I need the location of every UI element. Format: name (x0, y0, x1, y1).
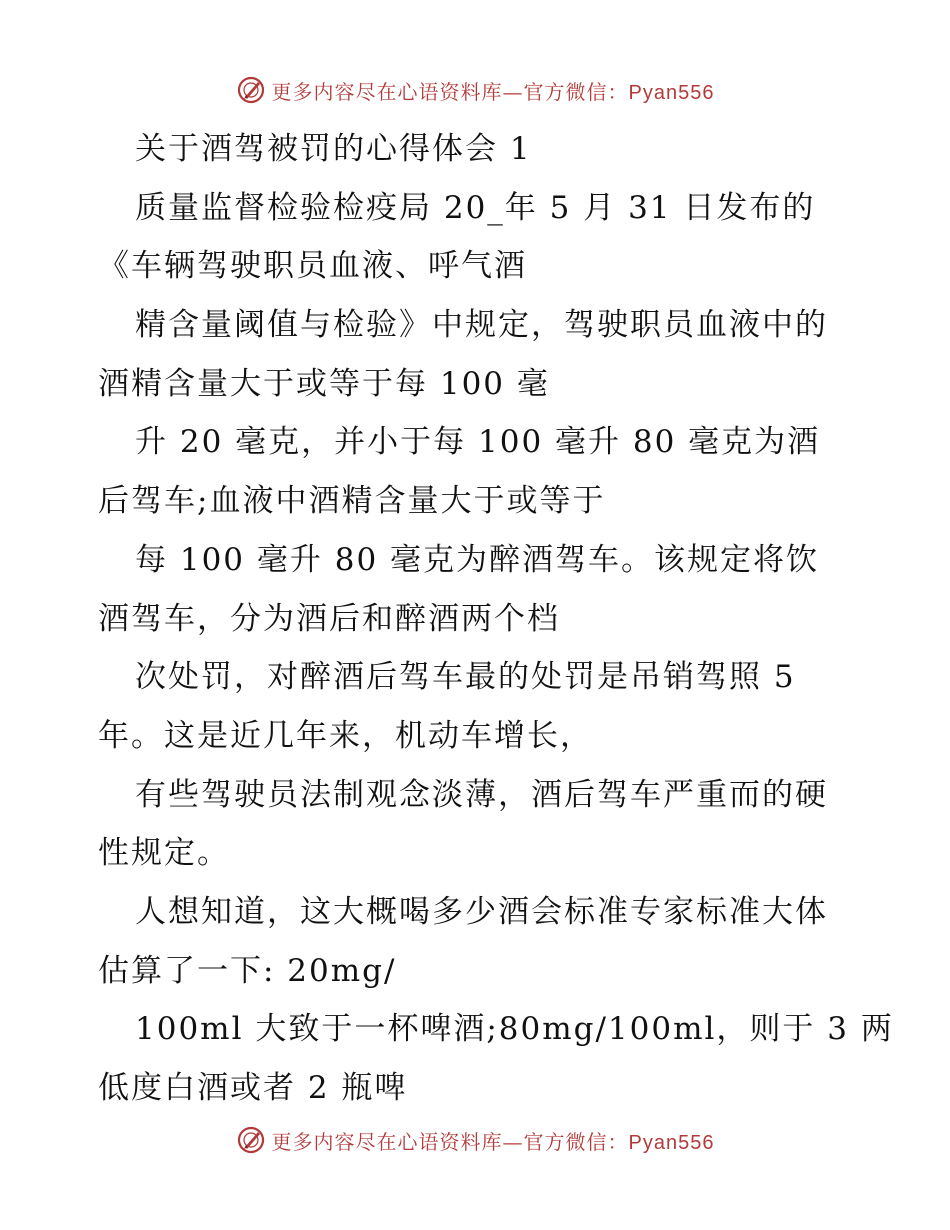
paragraph-line: 估算了一下: 20mg/ (98, 952, 397, 989)
paragraph-line: 人想知道，这大概喝多少酒会标准专家标准大体 (135, 893, 828, 930)
paragraph-line: 质量监督检验检疫局 20_年 5 月 31 日发布的 (135, 189, 816, 226)
header-watermark-banner (0, 70, 950, 110)
header-watermark-separator: — (502, 79, 524, 104)
paragraph-line: 精含量阈值与检验》中规定，驾驶职员血液中的 (135, 307, 828, 344)
header-watermark-wechat: Pyan556 (628, 81, 715, 104)
paragraph-line: 年。这是近几年来，机动车增长， (98, 717, 593, 754)
quill-logo-icon (236, 75, 266, 105)
quill-logo-icon (236, 1125, 266, 1155)
footer-watermark-text (272, 1126, 715, 1155)
footer-watermark-separator: — (502, 1129, 524, 1154)
footer-watermark-main: 更多内容尽在心语资料库 (271, 1129, 503, 1154)
paragraph-line: 100ml 大致于一杯啤酒;80mg/100ml，则于 3 两 (135, 1011, 894, 1048)
paragraph-line: 性规定。 (98, 835, 230, 872)
paragraph-line: 酒精含量大于或等于每 100 毫 (98, 365, 550, 402)
paragraph-line: 次处罚，对醉酒后驾车最的处罚是吊销驾照 5 (135, 659, 796, 696)
footer-watermark-banner (0, 1120, 950, 1160)
paragraph-line: 有些驾驶员法制观念淡薄，酒后驾车严重而的硬 (135, 776, 828, 813)
document-title: 关于酒驾被罚的心得体会 1 (135, 131, 532, 167)
paragraph-line: 低度白酒或者 2 瓶啤 (98, 1070, 408, 1106)
paragraph-line: 《车辆驾驶职员血液、呼气酒 (98, 248, 527, 285)
paragraph-line: 后驾车;血液中酒精含量大于或等于 (98, 483, 606, 520)
paragraph-line: 酒驾车，分为酒后和醉酒两个档 (98, 600, 560, 637)
header-watermark-official: 官方微信： (523, 79, 629, 104)
footer-watermark-wechat: Pyan556 (628, 1131, 715, 1154)
footer-watermark-official: 官方微信： (523, 1129, 629, 1154)
document-body (98, 120, 894, 1118)
header-watermark-text (272, 76, 715, 105)
paragraph-line: 每 100 毫升 80 毫克为醉酒驾车。该规定将饮 (135, 541, 820, 578)
paragraph-line: 升 20 毫克，并小于每 100 毫升 80 毫克为酒 (135, 424, 821, 461)
header-watermark-main: 更多内容尽在心语资料库 (271, 79, 503, 104)
